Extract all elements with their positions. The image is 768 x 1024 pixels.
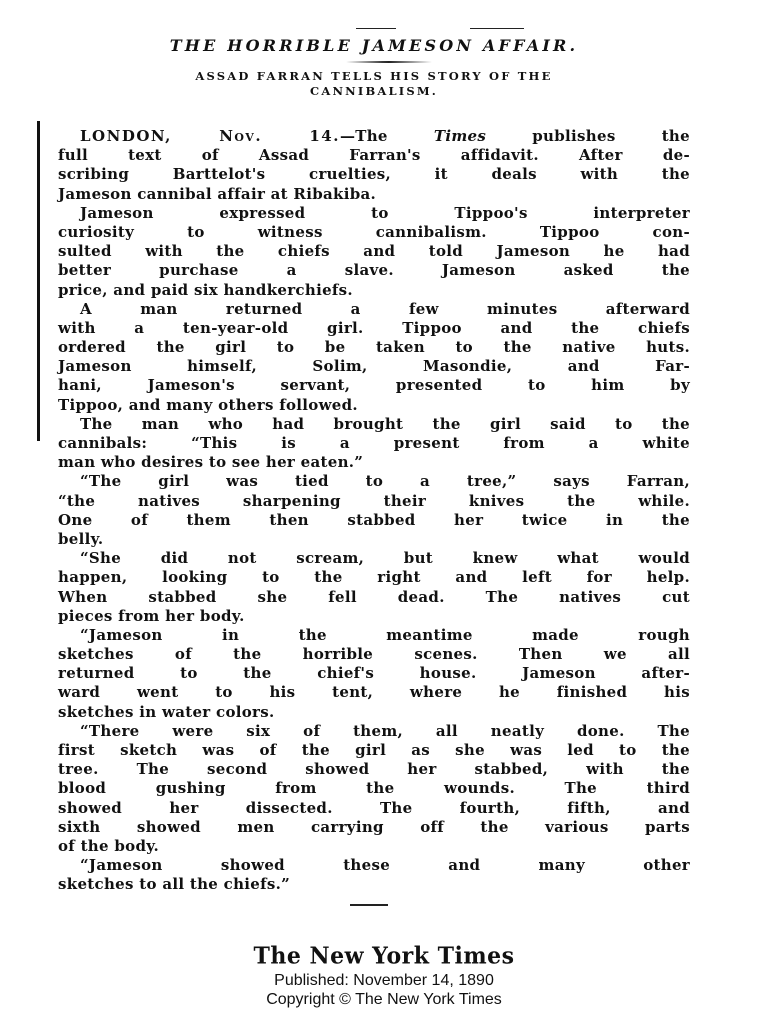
dateline: LONDON, Nov. 14. bbox=[80, 127, 340, 145]
dateline-dash: —The bbox=[339, 127, 388, 145]
body-line: price, and paid six handkerchiefs. bbox=[58, 280, 353, 299]
body-line: “There were six of them, all neatly done. The bbox=[80, 721, 690, 740]
body-line: “The girl was tied to a tree,” says Farran, bbox=[80, 472, 690, 491]
first-line-tail: publishes the bbox=[532, 127, 690, 145]
body-line: Jameson himself, Solim, Masondie, and Far- bbox=[58, 357, 690, 376]
body-line: Jameson cannibal affair at Ribakiba. bbox=[58, 184, 377, 203]
body-line: “the natives sharpening their knives the while. bbox=[58, 491, 690, 510]
body-line: Tippoo, and many others followed. bbox=[58, 395, 358, 414]
subheadline-line-1: ASSAD FARRAN TELLS HIS STORY OF THE bbox=[195, 69, 553, 83]
body-line: sulted with the chiefs and told Jameson he had bbox=[58, 242, 690, 261]
copyright-notice: Copyright © The New York Times bbox=[266, 991, 502, 1008]
article-first-line bbox=[58, 127, 690, 146]
body-line: belly. bbox=[58, 529, 104, 548]
body-line: better purchase a slave. Jameson asked the bbox=[58, 261, 690, 280]
headline-ornament-rule bbox=[346, 61, 432, 63]
body-line: scribing Barttelot's cruelties, it deals with the bbox=[58, 165, 690, 184]
body-line: Jameson expressed to Tippoo's interpreter bbox=[80, 203, 690, 222]
body-line: first sketch was of the girl as she was led to the bbox=[58, 741, 690, 759]
body-line: ordered the girl to be taken to the native huts. bbox=[58, 338, 690, 357]
header-rule-right bbox=[470, 28, 524, 29]
body-line: showed her dissected. The fourth, fifth, and bbox=[58, 798, 690, 817]
column-margin-rule bbox=[37, 121, 40, 441]
header-rule-left bbox=[356, 28, 396, 29]
body-line: blood gushing from the wounds. The third bbox=[58, 779, 690, 798]
body-line: sketches in water colors. bbox=[58, 702, 275, 721]
body-line: sketches to all the chiefs.” bbox=[58, 875, 291, 894]
body-line: hani, Jameson's servant, presented to him by bbox=[58, 376, 690, 395]
body-line: One of them then stabbed her twice in the bbox=[58, 510, 690, 529]
times-reference: Times bbox=[433, 127, 487, 145]
headline: THE HORRIBLE JAMESON AFFAIR. bbox=[169, 36, 579, 55]
body-line: cannibals: “This is a present from a white bbox=[58, 434, 690, 452]
body-line: full text of Assad Farran's affidavit. After de- bbox=[58, 146, 690, 165]
subheadline-line-2: CANNIBALISM. bbox=[309, 84, 439, 98]
body-line: The man who had brought the girl said to the bbox=[80, 414, 690, 433]
publication-date: Published: November 14, 1890 bbox=[274, 972, 494, 989]
body-line: pieces from her body. bbox=[58, 606, 245, 625]
body-line: curiosity to witness cannibalism. Tippoo con- bbox=[58, 222, 690, 241]
body-line: ward went to his tent, where he finished his bbox=[58, 683, 690, 702]
nyt-logo: The New York Times bbox=[253, 942, 515, 970]
body-line: sixth showed men carrying off the various parts bbox=[58, 817, 690, 836]
subheadline bbox=[60, 69, 688, 99]
body-line: When stabbed she fell dead. The natives cut bbox=[58, 587, 690, 606]
body-line: tree. The second showed her stabbed, with the bbox=[58, 760, 690, 779]
body-line: A man returned a few minutes afterward bbox=[80, 299, 690, 318]
body-line: “Jameson showed these and many other bbox=[80, 856, 690, 875]
body-line: “Jameson in the meantime made rough bbox=[80, 625, 690, 644]
article-body bbox=[58, 127, 690, 895]
body-line: with a ten-year-old girl. Tippoo and the chiefs bbox=[58, 318, 690, 337]
body-line: man who desires to see her eaten.” bbox=[58, 453, 364, 472]
body-line: returned to the chief's house. Jameson after- bbox=[58, 664, 690, 683]
body-line: of the body. bbox=[58, 836, 160, 855]
body-line: sketches of the horrible scenes. Then we all bbox=[58, 645, 690, 664]
body-line: happen, looking to the right and left for help. bbox=[58, 568, 690, 587]
article-end-rule bbox=[350, 904, 388, 906]
body-line: “She did not scream, but knew what would bbox=[80, 549, 690, 568]
